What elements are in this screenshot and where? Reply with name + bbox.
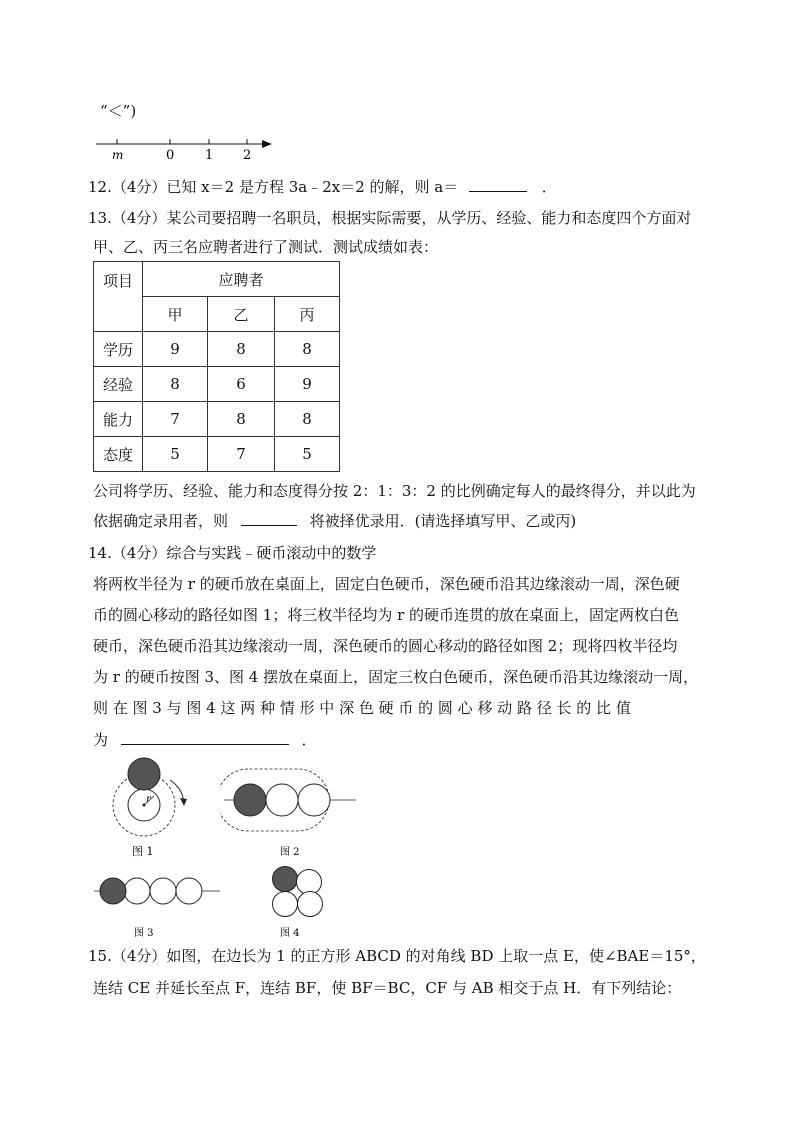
table-cell: 9 [275, 367, 340, 402]
table-col-header: 乙 [208, 297, 275, 332]
q13-line1: 13.（4分）某公司要招聘一名职员，根据实际需要，从学历、经验、能力和态度四个方面对 [88, 209, 692, 227]
q14-line: 币的圆心移动的路径如图 1；将三枚半径均为 r 的硬币连贯的放在桌面上，固定两枚白色 [93, 606, 680, 624]
table-col-header: 甲 [143, 297, 208, 332]
row-label: 能力 [94, 402, 143, 437]
table-row [94, 367, 340, 402]
q15-line2: 连结 CE 并延长至点 F，连结 BF，使 BF＝BC，CF 与 AB 相交于点 H．有下列结论： [93, 979, 682, 997]
table-cell: 7 [143, 402, 208, 437]
table-cell: 8 [208, 402, 275, 437]
arrow-icon [262, 140, 272, 148]
white-coin [298, 784, 330, 816]
q14-line: 硬币，深色硬币沿其边缘滚动一周，深色硬币的圆心移动的路径如图 2；现将四枚半径均 [93, 637, 678, 655]
figure-4 [258, 862, 333, 942]
q14-last-line [93, 729, 317, 750]
q13-line3: 公司将学历、经验、能力和态度得分按 2：1：3：2 的比例确定每人的最终得分，并以此为 [93, 482, 696, 500]
q15-line1: 15.（4分）如图，在边长为 1 的正方形 ABCD 的对角线 BD 上取一点 E，使∠BAE＝15°， [88, 947, 706, 965]
q13-line2: 甲、乙、丙三名应聘者进行了测试．测试成绩如表： [93, 238, 439, 256]
table-cell: 5 [143, 437, 208, 472]
white-coin [124, 878, 150, 904]
row-label: 经验 [94, 367, 143, 402]
table-group-header: 应聘者 [143, 262, 340, 297]
q13-line4-prefix: 依据确定录用者，则 [93, 512, 229, 530]
figure-3-caption: 图 3 [134, 928, 154, 939]
q12-end: ． [541, 178, 557, 196]
q12-answer-blank[interactable] [469, 177, 527, 192]
q14-answer-blank[interactable] [121, 730, 289, 745]
score-table [93, 261, 340, 472]
tick-label-0: 0 [166, 148, 175, 162]
figure-2 [220, 755, 360, 860]
white-coin [176, 878, 202, 904]
figure-4-caption: 图 4 [280, 928, 300, 939]
white-coin [298, 892, 323, 917]
radius-label: r [146, 794, 151, 805]
tick-label-2: 2 [243, 148, 252, 162]
q14-line: 则 在 图 3 与 图 4 这 两 种 情 形 中 深 色 硬 币 的 圆 心 移 动 路 径 长 的 比 值 [93, 699, 631, 717]
table-cell: 9 [143, 332, 208, 367]
table-col-header: 丙 [275, 297, 340, 332]
q14-title: 14.（4分）综合与实践﹣硬币滚动中的数学 [88, 544, 377, 562]
tick-label-m: m [112, 148, 124, 162]
table-row [94, 402, 340, 437]
table-cell: 8 [275, 332, 340, 367]
q13-line4-suffix: 将被择优录用．(请选择填写甲、乙或丙) [309, 512, 577, 530]
q14-last-end: ． [301, 731, 317, 749]
white-coin [273, 892, 298, 917]
table-cell: 8 [143, 367, 208, 402]
q14-line: 将两枚半径为 r 的硬币放在桌面上，固定白色硬币，深色硬币沿其边缘滚动一周，深色硬 [93, 575, 680, 593]
table-row [94, 437, 340, 472]
white-coin [266, 784, 298, 816]
figure-3 [92, 870, 227, 942]
row-label: 学历 [94, 332, 143, 367]
figure-1-caption: 图 1 [132, 845, 154, 858]
dark-coin [100, 878, 126, 904]
table-cell: 8 [275, 402, 340, 437]
q13-answer-blank[interactable] [241, 511, 297, 526]
dark-coin [128, 758, 160, 790]
q14-line: 为 r 的硬币按图 3、图 4 摆放在桌面上，固定三枚白色硬币，深色硬币沿其边缘滚动一周， [93, 668, 699, 686]
dark-coin [273, 867, 298, 892]
white-coin [297, 870, 322, 895]
table-corner-header: 项目 [94, 262, 143, 332]
table-cell: 8 [208, 332, 275, 367]
row-label: 态度 [94, 437, 143, 472]
white-coin [150, 878, 176, 904]
dark-coin [234, 784, 266, 816]
number-line [90, 130, 290, 162]
q12-text: 12.（4分）已知 x＝2 是方程 3a﹣2x＝2 的解，则 a＝ [88, 178, 459, 196]
q11-continuation: “＜”) [100, 102, 137, 120]
q13-line4 [93, 510, 576, 531]
table-cell: 5 [275, 437, 340, 472]
table-row [94, 332, 340, 367]
q14-last-prefix: 为 [93, 731, 109, 749]
tick-label-1: 1 [205, 148, 214, 162]
question-12 [88, 176, 557, 197]
table-cell: 6 [208, 367, 275, 402]
figure-2-caption: 图 2 [280, 847, 300, 858]
figure-1 [100, 750, 200, 860]
table-cell: 7 [208, 437, 275, 472]
